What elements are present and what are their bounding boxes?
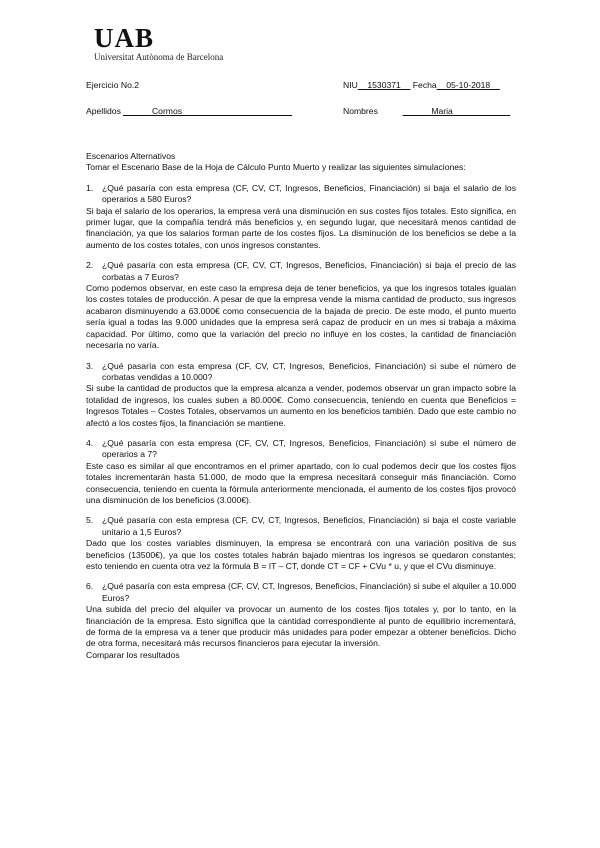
niu-date-line [343,80,500,90]
question-text: ¿Qué pasaría con esta empresa (CF, CV, CT, Ingresos, Beneficios, Financiación) si sube el número de corbatas vendidas a 10.000? [102,360,516,382]
answer-text: Este caso es similar al que encontramos en el primer apartado, con lo cual podemos decir que los costes fijos totales incrementarán hasta 51.000, de modo que la empresa necesitará conseguir más financiación. Como consecuencia, teniendo en cuenta la fórmula anteriormente mencionada, el aumento de los costes fijos provocó una disminución de los beneficios (3.000€). [86,460,516,505]
question-block [86,260,516,283]
question-number: 4. [86,437,94,448]
question-text: ¿Qué pasaría con esta empresa (CF, CV, CT, Ingresos, Beneficios, Financiación) si sube el alquiler a 10.000 Euros? [102,581,516,603]
question-text: ¿Qué pasaría con esta empresa (CF, CV, CT, Ingresos, Beneficios, Financiación) si baja el salario de los operarios a 580 Euros? [102,182,516,205]
date-value[interactable]: __05-10-2018__ [436,80,500,90]
answer-text: Como podemos observar, en este caso la empresa deja de tener beneficios, ya que los ingresos totales igualan los costes totales de producción. A pesar de que la empresa vende la misma cantidad de producto, sus ingresos acabaron disminuyendo a 63.000€ como consecuencia de la bajada de precio. De este modo, el punto muerto sería igual a todas las 9.000 unidades que la empresa será capaz de producir en un mes si trabaja a máxima capacidad. Por último, como que la variación del precio no influye en los costes, la cantidad de financiación necesaria no varía. [86,283,516,351]
question-text: ¿Qué pasaría con esta empresa (CF, CV, CT, Ingresos, Beneficios, Financiación) si baja el coste variable unitario a 1,5 Euros? [102,515,516,537]
answer-text: Una subida del precio del alquiler va provocar un aumento de los costes fijos totales y, por lo tanto, en la financiación de la empresa. Esto significa que la cantidad correspondiente al punto de equilibrio incrementará, de forma de la empresa va a tener que producir más unidades para poder empezar a obtener beneficios. Dicho de otra forma, necesitará más recursos financieros para ejecutar la inversión. [86,604,516,649]
question-text: ¿Qué pasaría con esta empresa (CF, CV, CT, Ingresos, Beneficios, Financiación) si baja el precio de las corbatas a 7 Euros? [102,260,516,282]
name-label: Nombres [343,106,378,116]
exercise-label: Ejercicio No.2 [86,80,140,90]
instruction-text: Tomar el Escenario Base de la Hoja de Cálculo Punto Muerto y realizar las siguientes simulaciones: [86,162,466,173]
question-number: 5. [86,515,94,526]
question-block [86,183,516,206]
name-line [343,106,510,116]
niu-value[interactable]: __1530371__ [357,80,411,90]
question-number: 2. [86,260,94,271]
answer-text: Dado que los costes variables disminuyen, la empresa se encontrará con una variación positiva de sus beneficios (13500€), ya que los costes totales habrán bajado mientras los ingresos se quedaron constantes; esto teniendo en cuenta otra vez la fórmula B = IT – CT, donde CT = CF + CVu * u, y que el CVu disminuye. [86,538,516,571]
section-title: Escenarios Alternativos [86,151,176,161]
answer-text: Si baja el salario de los operarios, la empresa verá una disminución en sus costes fijos totales. Esto significa, en primer lugar, que la compañía tendrá más beneficios y, en segundo lugar, que necesitará menos cantidad de financiación, ya que los salarios forman parte de los costes fijos. La disminución de los beneficios se debe a la aumento de los costes totales, con unos ingresos constantes. [86,205,516,250]
uab-logo [94,24,234,63]
niu-label: NIU [343,80,358,90]
answer-text: Si sube la cantidad de productos que la empresa alcanza a vender, podemos observar un gran impacto sobre la totalidad de ingresos, los cuales suben a 80.000€. Como consecuencia, teniendo en cuenta que Beneficios = Ingresos Totales – Costes Totales, observamos un aumento en los beneficios también. Dado que este cambio no afectó a los costes fijos, la financiación se mantiene. [86,383,516,428]
question-number: 3. [86,360,94,371]
question-block [86,515,516,538]
question-block [86,438,516,461]
surname-label: Apellidos [86,106,121,116]
question-number: 6. [86,581,94,592]
surname-line [86,106,292,116]
question-number: 1. [86,182,94,193]
date-label: Fecha [412,80,437,90]
logo-mark: UAB [94,23,155,53]
document-body [86,151,516,661]
question-text: ¿Qué pasaría con esta empresa (CF, CV, CT, Ingresos, Beneficios, Financiación) si sube el número de operarios a 7? [102,437,516,460]
question-block [86,581,516,604]
surname-value[interactable]: ______Cormos_______________________ [123,106,292,116]
compare-results-label: Comparar los resultados [86,649,180,660]
question-block [86,361,516,384]
logo-subtitle: Universitat Autònoma de Barcelona [94,52,224,62]
name-value[interactable]: ______Maria____________ [402,106,511,116]
